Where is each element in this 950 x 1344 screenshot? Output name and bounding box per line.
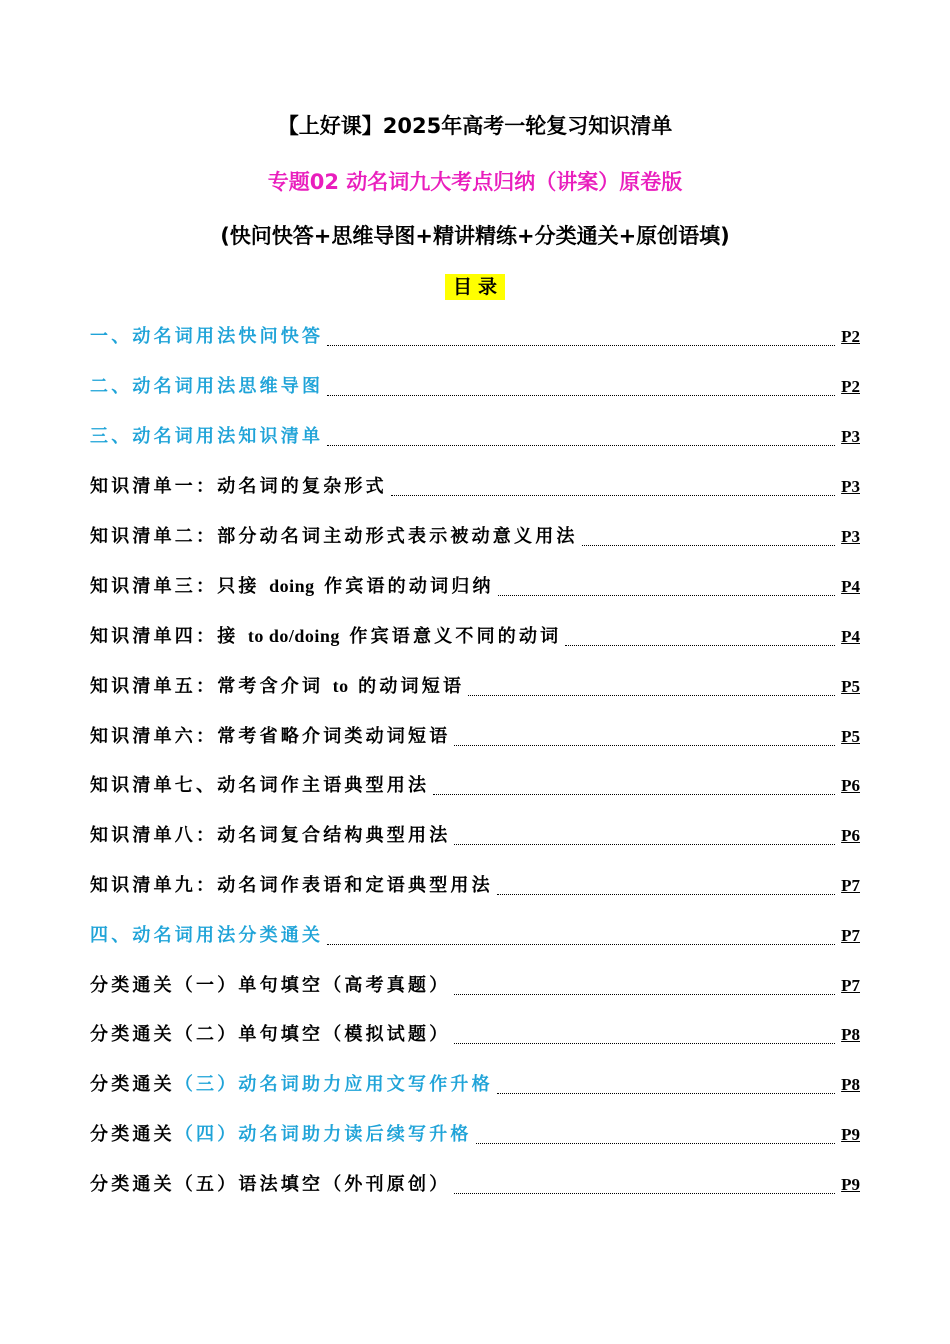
toc-entry-label-pre: 分类通关 xyxy=(90,1124,175,1145)
toc-page-number: P3 xyxy=(841,477,860,496)
toc-leader-dots xyxy=(327,344,835,346)
toc-entry-label-latin: to xyxy=(332,676,349,696)
toc-entry-label xyxy=(90,624,561,649)
toc-entry-label-latin: doing xyxy=(269,576,315,596)
toc-entry-label: 知识清单六：常考省略介词类动词短语 xyxy=(90,726,451,747)
toc-page-number: P4 xyxy=(841,577,860,596)
toc-page-number: P4 xyxy=(841,627,860,646)
toc-entry-section-3[interactable] xyxy=(90,423,860,449)
toc-entry-list-6[interactable] xyxy=(90,723,860,749)
toc-leader-dots xyxy=(433,793,835,795)
toc-entry-label xyxy=(90,674,464,699)
toc-entry-list-7[interactable] xyxy=(90,772,860,798)
toc-entry-list-4[interactable] xyxy=(90,623,860,649)
toc-entry-label-post: 作宾语的动词归纳 xyxy=(314,576,494,597)
document-subtitle: 专题02 动名词九大考点归纳（讲案）原卷版 xyxy=(267,170,683,194)
toc-entry-list-9[interactable] xyxy=(90,872,860,898)
toc-entry-label-pre: 知识清单四：接 xyxy=(90,626,248,647)
toc-page-number: P2 xyxy=(841,377,860,396)
toc-leader-dots xyxy=(468,694,835,696)
toc-entry-section-2[interactable] xyxy=(90,373,860,399)
toc-entry-label: 知识清单一：动名词的复杂形式 xyxy=(90,476,387,497)
toc-leader-dots xyxy=(498,594,835,596)
toc-leader-dots xyxy=(497,893,835,895)
toc-page-number: P3 xyxy=(841,527,860,546)
toc-page-number: P7 xyxy=(841,976,860,995)
toc-entry-label: 知识清单二：部分动名词主动形式表示被动意义用法 xyxy=(90,526,578,547)
toc-page-number: P3 xyxy=(841,427,860,446)
toc-entry-label: 三、动名词用法知识清单 xyxy=(90,426,324,447)
toc-entry-label: 分类通关（二）单句填空（模拟试题） xyxy=(90,1024,451,1045)
toc-leader-dots xyxy=(454,1042,835,1044)
toc-entry-label xyxy=(90,1123,472,1147)
toc-entry-list-2[interactable] xyxy=(90,523,860,549)
toc-leader-dots xyxy=(454,1192,835,1194)
toc-page-number: P5 xyxy=(841,727,860,746)
toc-page-number: P7 xyxy=(841,926,860,945)
toc-entry-list-5[interactable] xyxy=(90,673,860,699)
toc-heading: 目录 xyxy=(445,274,505,300)
toc-entry-label-pre: 知识清单五：常考含介词 xyxy=(90,676,333,697)
toc-entry-label: 二、动名词用法思维导图 xyxy=(90,376,324,397)
toc-entry-label-pre: 知识清单三：只接 xyxy=(90,576,270,597)
toc-entry-label-blue: （四）动名词助力读后续写升格 xyxy=(174,1124,472,1145)
toc-entry-label-post: 的动词短语 xyxy=(348,676,465,697)
toc-entry-label-post: 作宾语意义不同的动词 xyxy=(339,626,562,647)
toc-leader-dots xyxy=(454,843,835,845)
toc-page-number: P2 xyxy=(841,327,860,346)
toc-entry-label: 分类通关（五）语法填空（外刊原创） xyxy=(90,1174,451,1195)
toc-leader-dots xyxy=(565,644,835,646)
toc-entry-label: 知识清单九：动名词作表语和定语典型用法 xyxy=(90,875,493,896)
toc-entry-list-3[interactable] xyxy=(90,573,860,599)
toc-page-number: P7 xyxy=(841,876,860,895)
document-title: 【上好课】2025年高考一轮复习知识清单 xyxy=(277,114,673,138)
toc-entry-label: 四、动名词用法分类通关 xyxy=(90,925,324,946)
toc-entry-label: 一、动名词用法快问快答 xyxy=(90,326,324,347)
toc-leader-dots xyxy=(582,544,836,546)
toc-leader-dots xyxy=(497,1092,835,1094)
toc-page-number: P9 xyxy=(841,1125,860,1144)
toc-leader-dots xyxy=(476,1142,835,1144)
toc-entry-list-8[interactable] xyxy=(90,822,860,848)
toc-entry-label: 分类通关（一）单句填空（高考真题） xyxy=(90,975,451,996)
toc-entry-practice-4[interactable] xyxy=(90,1121,860,1147)
toc-leader-dots xyxy=(454,993,835,995)
toc-entry-section-1[interactable] xyxy=(90,323,860,349)
toc-entry-label-blue: （三）动名词助力应用文写作升格 xyxy=(174,1074,493,1095)
toc-page-number: P8 xyxy=(841,1025,860,1044)
toc-entry-section-4[interactable] xyxy=(90,922,860,948)
toc-page-number: P6 xyxy=(841,776,860,795)
toc-entry-practice-3[interactable] xyxy=(90,1071,860,1097)
toc-entry-label-pre: 分类通关 xyxy=(90,1074,175,1095)
toc-entry-label xyxy=(90,574,494,599)
toc-leader-dots xyxy=(454,744,835,746)
toc-entry-list-1[interactable] xyxy=(90,473,860,499)
toc-entry-practice-5[interactable] xyxy=(90,1171,860,1197)
document-features: (快问快答+思维导图+精讲精练+分类通关+原创语填) xyxy=(220,224,730,248)
toc-leader-dots xyxy=(327,444,835,446)
toc-page-number: P5 xyxy=(841,677,860,696)
toc-page-number: P8 xyxy=(841,1075,860,1094)
toc-entry-label: 知识清单七、动名词作主语典型用法 xyxy=(90,775,430,796)
toc-entry-label-latin: to do/doing xyxy=(247,626,340,646)
toc-leader-dots xyxy=(327,394,835,396)
toc-entry-label xyxy=(90,1073,493,1097)
toc-leader-dots xyxy=(391,494,835,496)
toc-entry-practice-1[interactable] xyxy=(90,972,860,998)
toc-page-number: P6 xyxy=(841,826,860,845)
toc-entry-label: 知识清单八：动名词复合结构典型用法 xyxy=(90,825,451,846)
toc-leader-dots xyxy=(327,943,835,945)
toc-page-number: P9 xyxy=(841,1175,860,1194)
toc-entry-practice-2[interactable] xyxy=(90,1021,860,1047)
